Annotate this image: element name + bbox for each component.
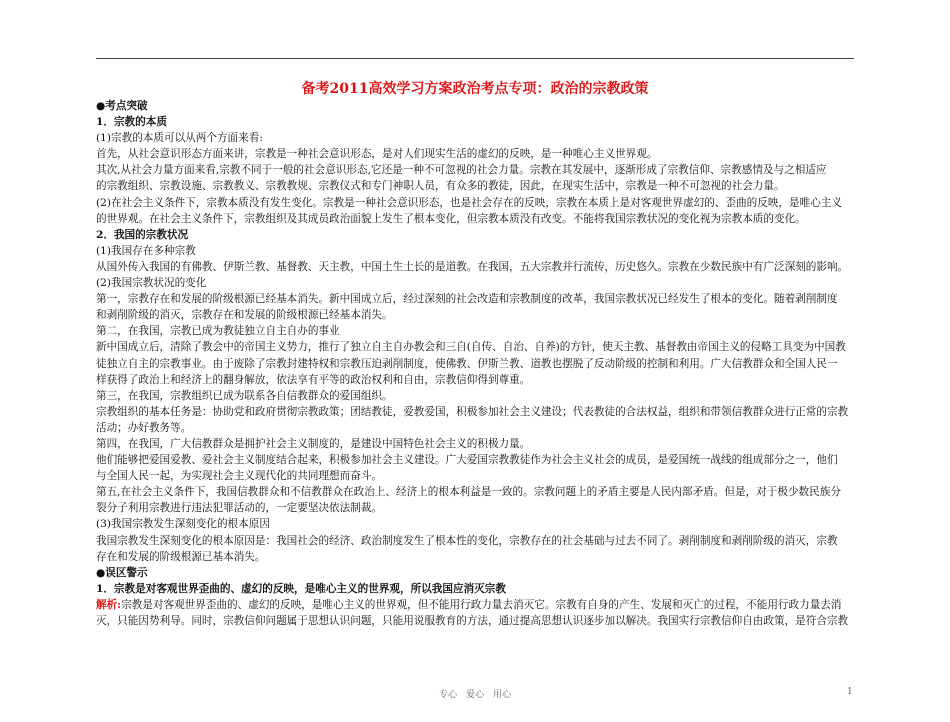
text-line bbox=[96, 597, 854, 613]
line-text: 从国外传入我国的有佛教、伊斯兰教、基督教、天主教，中国土生土长的是道教。在我国，五大宗教并行流传，历史悠久。宗教在少数民族中有广泛深刻的影响。 bbox=[96, 260, 849, 273]
line-text: 灭，只能因势利导。同时，宗教信仰问题属于思想认识问题，只能用说服教育的方法，通过提高思想认识逐步加以解决。我国实行宗教信仰自由政策，是符合宗教 bbox=[96, 615, 849, 627]
line-text: (1)我国存在多种宗教 bbox=[96, 244, 196, 257]
line-text: 存在和发展的阶级根源已基本消失。 bbox=[96, 550, 266, 563]
text-line bbox=[96, 259, 854, 275]
subsection-heading bbox=[96, 114, 854, 130]
text-line bbox=[96, 500, 854, 516]
text-line bbox=[96, 323, 854, 339]
page-title: 备考2011高效学习方案政治考点专项：政治的宗教政策 bbox=[301, 81, 649, 97]
text-line bbox=[96, 549, 854, 565]
line-text: 宗教组织的基本任务是：协助党和政府贯彻宗教政策；团结教徒，爱教爱国，积极参加社会主义建设；代表教徒的合法权益，组织和带领信教群众进行正常的宗教 bbox=[96, 405, 849, 418]
line-text: (2)在社会主义条件下，宗教本质没有发生变化。宗教是一种社会意识形态，也是社会存在的反映，宗教在本质上是对客观世界虚幻的、歪曲的反映，是唯心主义 bbox=[96, 196, 842, 209]
text-line bbox=[96, 436, 854, 452]
line-text: 1．宗教的本质 bbox=[96, 116, 167, 129]
subsection-heading bbox=[96, 581, 854, 597]
line-text: (3)我国宗教发生深刻变化的根本原因 bbox=[96, 518, 270, 531]
text-line bbox=[96, 339, 854, 355]
text-line bbox=[96, 291, 854, 307]
text-line bbox=[96, 484, 854, 500]
subsection-heading bbox=[96, 227, 854, 243]
analysis-label: 解析: bbox=[96, 598, 122, 611]
line-text: 2．我国的宗教状况 bbox=[96, 228, 189, 241]
line-text: 活动；办好教务等。 bbox=[96, 421, 192, 434]
line-text: 徒独立自主的宗教事业。由于废除了宗教封建特权和宗教压迫剥削制度，使佛教、伊斯兰教、道教也摆脱了反动阶级的控制和利用。广大信教群众和全国人民一 bbox=[96, 357, 838, 370]
text-line bbox=[96, 613, 854, 629]
line-text: 和剥削阶级的消灭，宗教存在和发展的阶级根源已经基本消失。 bbox=[96, 309, 393, 322]
text-line bbox=[96, 243, 854, 259]
text-line bbox=[96, 211, 854, 227]
line-text: 首先，从社会意识形态方面来讲，宗教是一种社会意识形态，是对人们现实生活的虚幻的反映，是一种唯心主义世界观。 bbox=[96, 148, 658, 161]
line-text: 第三，在我国，宗教组织已成为联系各自信教群众的爱国组织。 bbox=[96, 389, 393, 402]
text-line bbox=[96, 388, 854, 404]
line-text: 第一，宗教存在和发展的阶级根源已经基本消失。新中国成立后，经过深刻的社会改造和宗教制度的改革，我国宗教状况已经发生了根本的变化。随着剥削制度 bbox=[96, 293, 838, 306]
line-text: 他们能够把爱国爱教、爱社会主义制度结合起来，积极参加社会主义建设。广大爱国宗教教徒作为社会主义社会的成员，是爱国统一战线的组成部分之一，他们 bbox=[96, 454, 838, 467]
text-line bbox=[96, 356, 854, 372]
text-line bbox=[96, 178, 854, 194]
line-text: 裂分子利用宗教进行违法犯罪活动的，一定要坚决依法制裁。 bbox=[96, 502, 383, 515]
text-line bbox=[96, 195, 854, 211]
document-body bbox=[96, 98, 854, 629]
line-text: 误区警示 bbox=[105, 566, 148, 579]
line-text: 的世界观。在社会主义条件下，宗教组织及其成员政治面貌上发生了根本变化，但宗教本质没有改变。不能将我国宗教状况的变化视为宗教本质的变化。 bbox=[96, 212, 806, 225]
text-line bbox=[96, 130, 854, 146]
line-text: 我国宗教发生深刻变化的根本原因是：我国社会的经济、政治制度发生了根本性的变化，宗教存在的社会基础与过去不同了。剥削制度和剥削阶级的消灭，宗教 bbox=[96, 534, 838, 547]
line-text: 考点突破 bbox=[105, 100, 148, 112]
text-line bbox=[96, 307, 854, 323]
text-line bbox=[96, 146, 854, 162]
line-text: (2)我国宗教状况的变化 bbox=[96, 277, 207, 290]
line-text: 样获得了政治上和经济上的翻身解放，依法享有平等的政治权利和自由，宗教信仰得到尊重。 bbox=[96, 373, 531, 386]
text-line bbox=[96, 372, 854, 388]
text-line bbox=[96, 162, 854, 178]
line-text: 新中国成立后，清除了教会中的帝国主义势力，推行了独立自主自办教会和三自(自传、自治、自养)的方针，使天主教、基督教由帝国主义的侵略工具变为中国教 bbox=[96, 341, 846, 354]
line-text: 第四，在我国，广大信教群众是拥护社会主义制度的，是建设中国特色社会主义的积极力量。 bbox=[96, 437, 531, 450]
text-line bbox=[96, 516, 854, 532]
section-heading bbox=[96, 565, 854, 581]
header-rule bbox=[96, 58, 854, 59]
line-text: 宗教是对客观世界歪曲的、虚幻的反映，是唯心主义的世界观，但不能用行政力量去消灭它。宗教有自身的产生、发展和灭亡的过程，不能用行政力量去消 bbox=[121, 598, 842, 611]
text-line bbox=[96, 452, 854, 468]
text-line bbox=[96, 468, 854, 484]
text-line bbox=[96, 533, 854, 549]
line-text: (1)宗教的本质可以从两个方面来看: bbox=[96, 132, 263, 145]
line-text: 其次,从社会力量方面来看,宗教不同于一般的社会意识形态,它还是一种不可忽视的社会力量。宗教在其发展中，逐渐形成了宗教信仰、宗教感情及与之相适应 bbox=[96, 164, 827, 177]
line-text: 的宗教组织、宗教设施、宗教教义、宗教教规、宗教仪式和专门神职人员，有众多的教徒，因此，在现实生活中，宗教是一种不可忽视的社会力量。 bbox=[96, 180, 785, 193]
footer-slogan: 专心 爱心 用心 bbox=[438, 690, 511, 700]
text-line bbox=[96, 420, 854, 436]
line-text: 1．宗教是对客观世界歪曲的、虚幻的反映，是唯心主义的世界观，所以我国应消灭宗教 bbox=[96, 582, 506, 595]
line-text: 第五,在社会主义条件下，我国信教群众和不信教群众在政治上、经济上的根本利益是一致的。宗教问题上的矛盾主要是人民内部矛盾。但是，对于极少数民族分 bbox=[96, 486, 841, 499]
page-number: 1 bbox=[847, 687, 853, 697]
text-line bbox=[96, 404, 854, 420]
text-line bbox=[96, 275, 854, 291]
section-heading bbox=[96, 98, 854, 114]
line-text: 第二，在我国，宗教已成为教徒独立自主自办的事业 bbox=[96, 325, 340, 338]
line-text: 与全国人民一起，为实现社会主义现代化的共同理想而奋斗。 bbox=[96, 470, 383, 483]
